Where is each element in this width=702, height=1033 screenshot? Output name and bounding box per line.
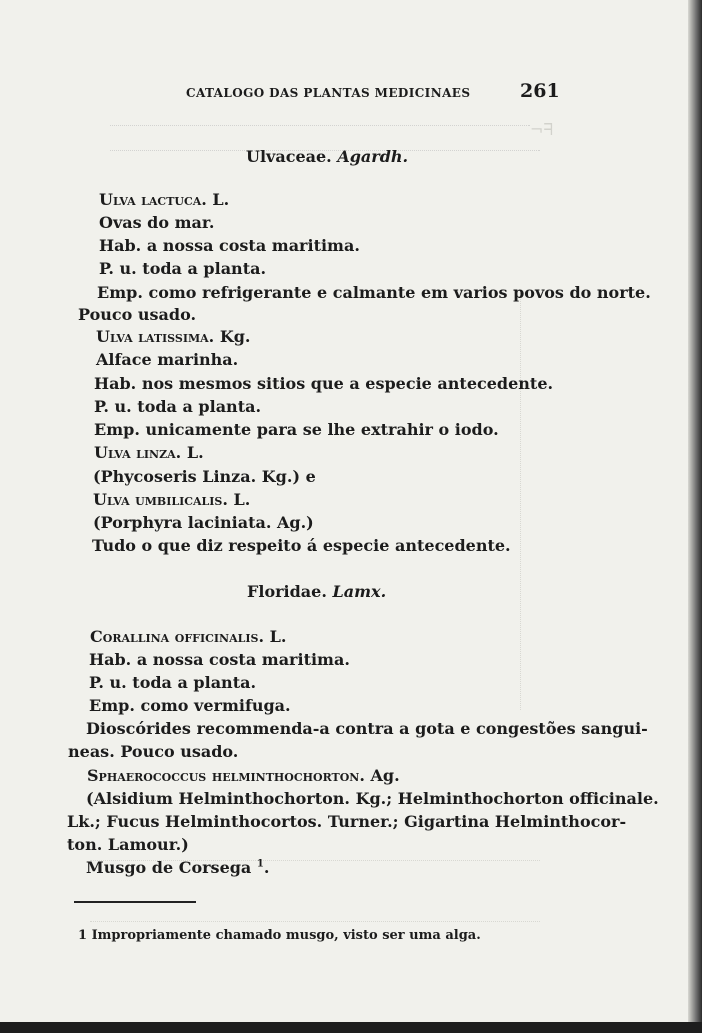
common-name-text: Musgo de Corsega [86,858,252,877]
footnote-rule [74,901,196,903]
employment-line-cont: Pouco usado. [78,305,197,324]
species-name: Ulva latissima [96,327,209,346]
section-heading-ulvaceae [246,147,408,166]
footnote-number: 1 [78,928,88,943]
species-name: Ulva umbilicalis [93,490,223,509]
species-name: Ulva linza [94,443,176,462]
show-through: ᖴ⌐ [0,0,690,1022]
species-author: . L. [201,190,230,209]
common-name [86,858,269,877]
species-ulva-lactuca [99,190,229,209]
habitat-line: Hab. a nossa costa maritima. [89,650,350,669]
common-name: Ovas do mar. [99,213,215,232]
synonym-line: (Alsidium Helminthochorton. Kg.; Helminthochorton officinale. [86,789,659,808]
species-name: Ulva lactuca [99,190,202,209]
habitat-line: Hab. nos mesmos sitios que a especie antecedente. [94,374,554,393]
footnote-marker: 1 [256,858,264,870]
part-used-line: P. u. toda a planta. [94,397,262,416]
species-author: . L. [258,627,287,646]
dioscorides-line: Dioscórides recommenda-a contra a gota e congestões sangui- [86,719,648,738]
page-number: 261 [520,80,560,102]
footnote-text: Impropriamente chamado musgo, visto ser uma alga. [87,928,481,943]
employment-line: Emp. unicamente para se lhe extrahir o iodo. [94,420,499,439]
page-edge-shadow [688,0,702,1033]
family-author: Agardh. [337,147,409,166]
synonym-line: (Phycoseris Linza. Kg.) e [93,467,316,486]
species-corallina-officinalis [90,627,286,646]
employment-line: Emp. como vermifuga. [89,696,291,715]
common-name-end: . [263,858,270,877]
dioscorides-line-cont: neas. Pouco usado. [68,742,239,761]
part-used-line: P. u. toda a planta. [89,673,257,692]
footnote [78,928,481,943]
habitat-line: Hab. a nossa costa maritima. [99,236,360,255]
species-name: Corallina officinalis [90,627,259,646]
species-author: . Kg. [208,327,251,346]
species-sphaerococcus [87,766,400,785]
synonym-line-cont: ton. Lamour.) [67,835,189,854]
family-name: Floridae. [247,582,327,601]
species-ulva-latissima [96,327,250,346]
species-ulva-linza [94,443,204,462]
scan-bottom-border [0,1022,702,1033]
species-ulva-umbilicalis [93,490,250,509]
employment-line: Emp. como refrigerante e calmante em varios povos do norte. [97,283,651,302]
note-line: Tudo o que diz respeito á especie antecedente. [92,536,511,555]
section-heading-floridae [247,582,386,601]
family-name: Ulvaceae. [246,147,332,166]
family-author: Lamx. [332,582,387,601]
part-used-line: P. u. toda a planta. [99,259,267,278]
species-author: . L. [222,490,251,509]
running-title: CATALOGO DAS PLANTAS MEDICINAES [186,86,471,100]
species-author: . Ag. [359,766,400,785]
species-name: Sphaerococcus helminthochorton [87,766,360,785]
species-author: . L. [175,443,204,462]
synonym-line: (Porphyra laciniata. Ag.) [93,513,314,532]
common-name: Alface marinha. [96,350,239,369]
synonym-line-cont: Lk.; Fucus Helminthocortos. Turner.; Gigartina Helminthocor- [67,812,627,831]
